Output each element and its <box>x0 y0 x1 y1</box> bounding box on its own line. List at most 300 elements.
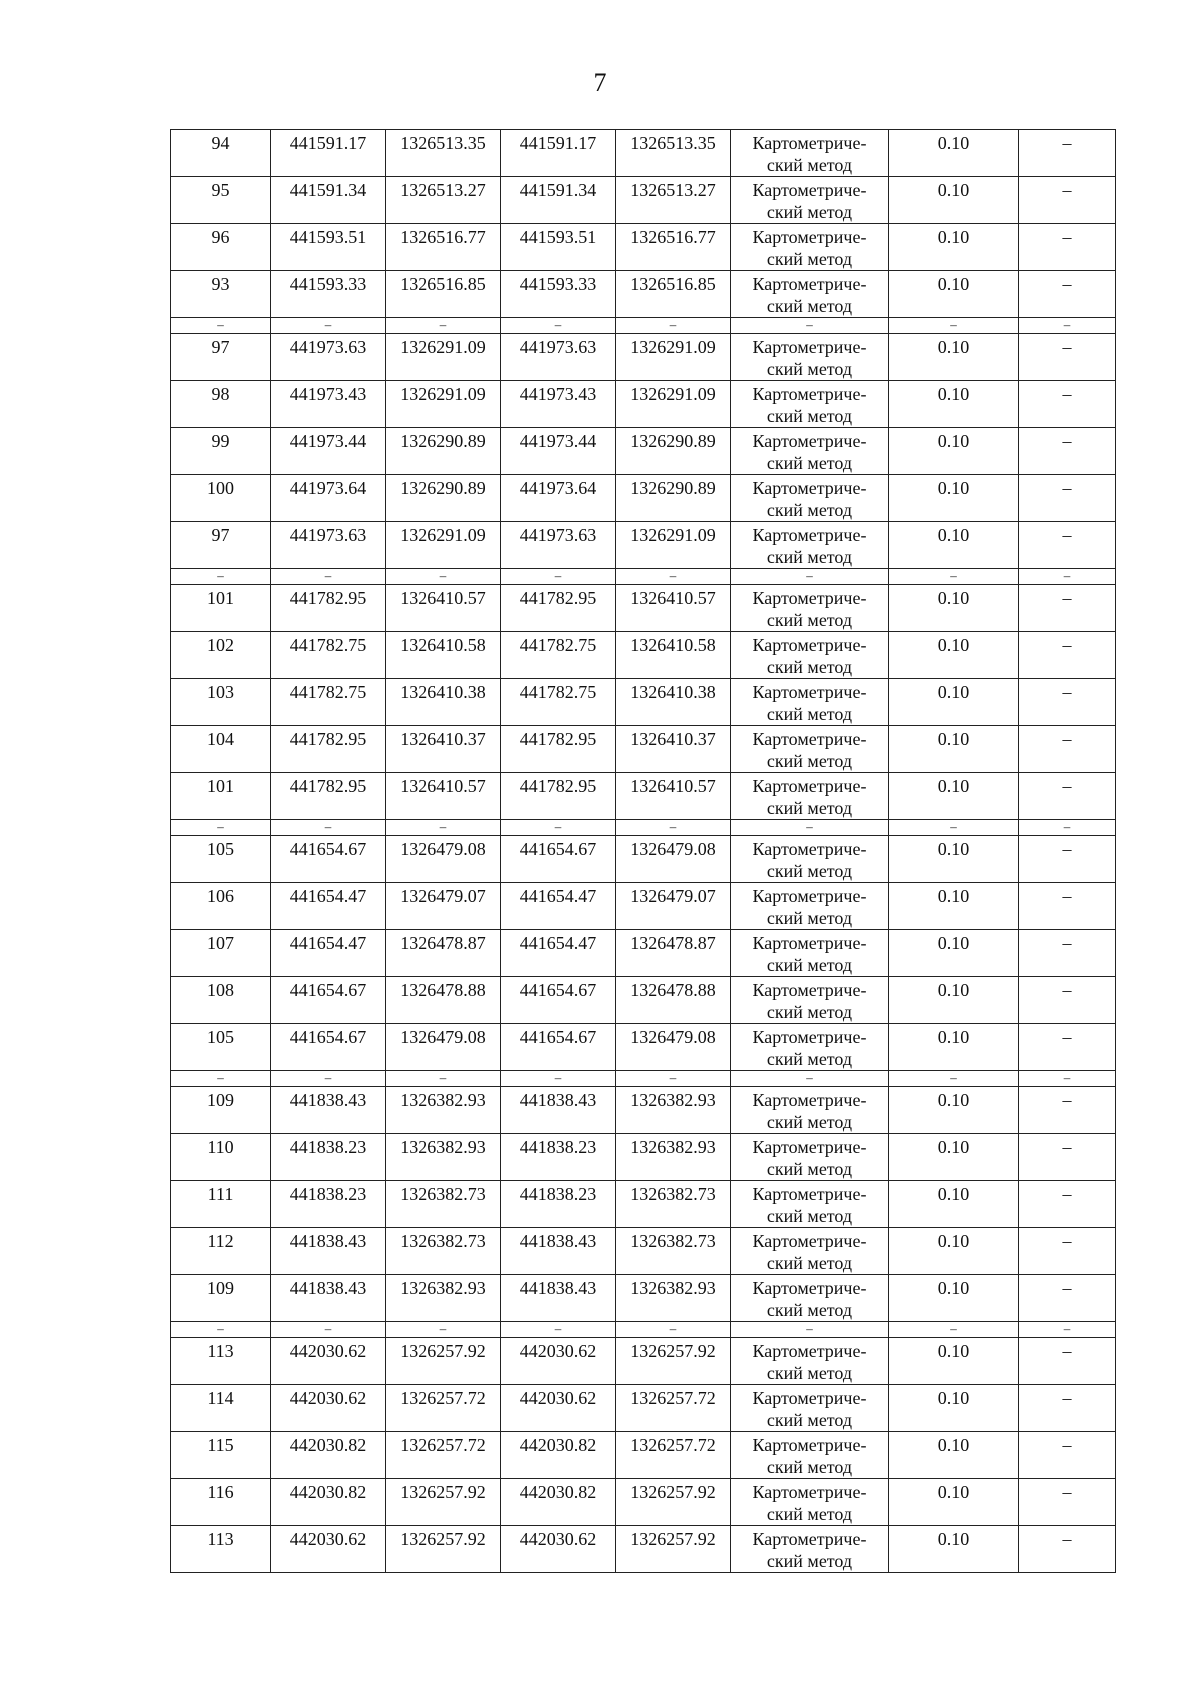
point-number-cell: 113 <box>171 1526 271 1573</box>
table-row <box>171 428 1116 475</box>
new-y-cell: 1326291.09 <box>616 522 731 569</box>
accuracy-cell: 0.10 <box>889 977 1019 1024</box>
separator-dash-cell: – <box>889 820 1019 836</box>
separator-dash-cell: – <box>501 569 616 585</box>
table-row <box>171 522 1116 569</box>
method-line-2: ский метод <box>766 657 853 677</box>
method-line-1: Картометриче- <box>752 635 867 655</box>
table-row <box>171 1338 1116 1385</box>
method-line-2: ский метод <box>766 1049 853 1069</box>
point-number-cell: 115 <box>171 1432 271 1479</box>
method-line-2: ский метод <box>766 202 853 222</box>
separator-dash-cell: – <box>1019 569 1116 585</box>
separator-dash-cell: – <box>616 569 731 585</box>
accuracy-cell: 0.10 <box>889 177 1019 224</box>
accuracy-cell: 0.10 <box>889 381 1019 428</box>
existing-x-cell: 442030.62 <box>271 1526 386 1573</box>
new-y-cell: 1326513.35 <box>616 130 731 177</box>
description-cell: – <box>1019 381 1116 428</box>
new-x-cell: 442030.62 <box>501 1385 616 1432</box>
method-line-2: ский метод <box>766 249 853 269</box>
point-number-cell: 112 <box>171 1228 271 1275</box>
separator-dash-cell: – <box>171 820 271 836</box>
new-y-cell: 1326479.07 <box>616 883 731 930</box>
method-cell <box>731 224 889 271</box>
new-y-cell: 1326290.89 <box>616 428 731 475</box>
new-y-cell: 1326382.73 <box>616 1228 731 1275</box>
new-y-cell: 1326257.72 <box>616 1432 731 1479</box>
table-row <box>171 726 1116 773</box>
existing-x-cell: 441973.63 <box>271 334 386 381</box>
new-x-cell: 441973.43 <box>501 381 616 428</box>
description-cell: – <box>1019 1087 1116 1134</box>
existing-y-cell: 1326257.92 <box>386 1479 501 1526</box>
method-line-1: Картометриче- <box>752 337 867 357</box>
separator-dash-cell: – <box>501 820 616 836</box>
method-cell <box>731 1024 889 1071</box>
method-line-1: Картометриче- <box>752 839 867 859</box>
separator-dash-cell: – <box>616 820 731 836</box>
table-row <box>171 1024 1116 1071</box>
separator-dash-cell: – <box>386 1071 501 1087</box>
description-cell: – <box>1019 930 1116 977</box>
separator-dash-cell: – <box>1019 1071 1116 1087</box>
method-cell <box>731 334 889 381</box>
new-y-cell: 1326478.88 <box>616 977 731 1024</box>
existing-y-cell: 1326257.92 <box>386 1338 501 1385</box>
new-y-cell: 1326513.27 <box>616 177 731 224</box>
accuracy-cell: 0.10 <box>889 1432 1019 1479</box>
method-line-2: ский метод <box>766 798 853 818</box>
description-cell: – <box>1019 224 1116 271</box>
existing-y-cell: 1326291.09 <box>386 334 501 381</box>
method-line-1: Картометриче- <box>752 1137 867 1157</box>
new-y-cell: 1326410.37 <box>616 726 731 773</box>
new-x-cell: 441838.43 <box>501 1275 616 1322</box>
existing-y-cell: 1326382.73 <box>386 1228 501 1275</box>
method-cell <box>731 1385 889 1432</box>
method-line-1: Картометриче- <box>752 980 867 1000</box>
table-row <box>171 1134 1116 1181</box>
method-cell <box>731 773 889 820</box>
method-cell <box>731 977 889 1024</box>
description-cell: – <box>1019 632 1116 679</box>
separator-dash-cell: – <box>386 820 501 836</box>
accuracy-cell: 0.10 <box>889 1134 1019 1181</box>
point-number-cell: 98 <box>171 381 271 428</box>
method-line-2: ский метод <box>766 1159 853 1179</box>
accuracy-cell: 0.10 <box>889 1385 1019 1432</box>
separator-dash-cell: – <box>731 318 889 334</box>
method-cell <box>731 930 889 977</box>
existing-x-cell: 441593.33 <box>271 271 386 318</box>
accuracy-cell: 0.10 <box>889 632 1019 679</box>
method-line-2: ский метод <box>766 155 853 175</box>
existing-x-cell: 441782.75 <box>271 632 386 679</box>
description-cell: – <box>1019 130 1116 177</box>
new-y-cell: 1326290.89 <box>616 475 731 522</box>
method-line-1: Картометриче- <box>752 886 867 906</box>
existing-x-cell: 441591.17 <box>271 130 386 177</box>
point-number-cell: 113 <box>171 1338 271 1385</box>
accuracy-cell: 0.10 <box>889 130 1019 177</box>
description-cell: – <box>1019 428 1116 475</box>
existing-x-cell: 441973.43 <box>271 381 386 428</box>
method-line-1: Картометриче- <box>752 1027 867 1047</box>
new-x-cell: 441654.47 <box>501 883 616 930</box>
method-line-1: Картометриче- <box>752 682 867 702</box>
separator-dash-cell: – <box>171 1071 271 1087</box>
separator-dash-cell: – <box>1019 820 1116 836</box>
point-number-cell: 100 <box>171 475 271 522</box>
separator-dash-cell: – <box>731 1071 889 1087</box>
point-number-cell: 105 <box>171 1024 271 1071</box>
point-number-cell: 105 <box>171 836 271 883</box>
description-cell: – <box>1019 1479 1116 1526</box>
description-cell: – <box>1019 585 1116 632</box>
description-cell: – <box>1019 883 1116 930</box>
separator-dash-cell: – <box>889 569 1019 585</box>
new-y-cell: 1326479.08 <box>616 836 731 883</box>
method-line-2: ский метод <box>766 1002 853 1022</box>
method-line-1: Картометриче- <box>752 180 867 200</box>
table-row <box>171 177 1116 224</box>
table-row <box>171 632 1116 679</box>
new-y-cell: 1326382.93 <box>616 1275 731 1322</box>
method-line-1: Картометриче- <box>752 133 867 153</box>
method-line-2: ский метод <box>766 1457 853 1477</box>
existing-x-cell: 442030.82 <box>271 1479 386 1526</box>
accuracy-cell: 0.10 <box>889 1526 1019 1573</box>
separator-dash-cell: – <box>171 318 271 334</box>
separator-dash-cell: – <box>171 1322 271 1338</box>
method-cell <box>731 1134 889 1181</box>
table-row <box>171 773 1116 820</box>
method-cell <box>731 1181 889 1228</box>
method-line-2: ский метод <box>766 1112 853 1132</box>
new-y-cell: 1326479.08 <box>616 1024 731 1071</box>
point-number-cell: 94 <box>171 130 271 177</box>
existing-x-cell: 441838.43 <box>271 1087 386 1134</box>
new-y-cell: 1326257.72 <box>616 1385 731 1432</box>
existing-x-cell: 441593.51 <box>271 224 386 271</box>
description-cell: – <box>1019 1275 1116 1322</box>
existing-y-cell: 1326478.87 <box>386 930 501 977</box>
separator-dash-cell: – <box>271 569 386 585</box>
method-line-1: Картометриче- <box>752 729 867 749</box>
table-row <box>171 1526 1116 1573</box>
accuracy-cell: 0.10 <box>889 836 1019 883</box>
table-row <box>171 977 1116 1024</box>
table-row <box>171 1275 1116 1322</box>
separator-dash-cell: – <box>501 1322 616 1338</box>
method-line-1: Картометриче- <box>752 431 867 451</box>
point-number-cell: 95 <box>171 177 271 224</box>
method-line-1: Картометриче- <box>752 1231 867 1251</box>
coordinates-table-body <box>171 130 1116 1573</box>
table-row <box>171 1087 1116 1134</box>
point-number-cell: 101 <box>171 773 271 820</box>
description-cell: – <box>1019 1181 1116 1228</box>
point-number-cell: 103 <box>171 679 271 726</box>
method-line-1: Картометриче- <box>752 525 867 545</box>
table-row <box>171 381 1116 428</box>
separator-row <box>171 318 1116 334</box>
description-cell: – <box>1019 1432 1116 1479</box>
accuracy-cell: 0.10 <box>889 334 1019 381</box>
new-x-cell: 442030.82 <box>501 1479 616 1526</box>
existing-x-cell: 441654.47 <box>271 930 386 977</box>
table-row <box>171 130 1116 177</box>
new-y-cell: 1326291.09 <box>616 381 731 428</box>
description-cell: – <box>1019 177 1116 224</box>
page-number: 7 <box>593 68 607 97</box>
table-row <box>171 475 1116 522</box>
new-y-cell: 1326382.73 <box>616 1181 731 1228</box>
method-line-2: ский метод <box>766 704 853 724</box>
point-number-cell: 97 <box>171 522 271 569</box>
new-x-cell: 441782.95 <box>501 726 616 773</box>
method-line-2: ский метод <box>766 1363 853 1383</box>
accuracy-cell: 0.10 <box>889 271 1019 318</box>
separator-dash-cell: – <box>271 1322 386 1338</box>
method-line-2: ский метод <box>766 1551 853 1571</box>
description-cell: – <box>1019 334 1116 381</box>
new-y-cell: 1326382.93 <box>616 1087 731 1134</box>
existing-x-cell: 441654.67 <box>271 836 386 883</box>
separator-dash-cell: – <box>1019 318 1116 334</box>
method-line-1: Картометриче- <box>752 1529 867 1549</box>
point-number-cell: 99 <box>171 428 271 475</box>
separator-dash-cell: – <box>171 569 271 585</box>
table-row <box>171 1479 1116 1526</box>
new-y-cell: 1326410.57 <box>616 773 731 820</box>
new-x-cell: 441782.75 <box>501 679 616 726</box>
new-x-cell: 441838.23 <box>501 1181 616 1228</box>
separator-dash-cell: – <box>889 1322 1019 1338</box>
description-cell: – <box>1019 1526 1116 1573</box>
new-y-cell: 1326382.93 <box>616 1134 731 1181</box>
existing-x-cell: 442030.82 <box>271 1432 386 1479</box>
method-cell <box>731 1228 889 1275</box>
separator-dash-cell: – <box>616 1322 731 1338</box>
accuracy-cell: 0.10 <box>889 930 1019 977</box>
point-number-cell: 110 <box>171 1134 271 1181</box>
existing-x-cell: 441838.43 <box>271 1228 386 1275</box>
point-number-cell: 116 <box>171 1479 271 1526</box>
new-x-cell: 441973.63 <box>501 334 616 381</box>
existing-x-cell: 441838.23 <box>271 1181 386 1228</box>
point-number-cell: 106 <box>171 883 271 930</box>
separator-dash-cell: – <box>271 820 386 836</box>
method-cell <box>731 271 889 318</box>
existing-y-cell: 1326382.93 <box>386 1087 501 1134</box>
new-y-cell: 1326516.77 <box>616 224 731 271</box>
table-row <box>171 271 1116 318</box>
accuracy-cell: 0.10 <box>889 1024 1019 1071</box>
existing-y-cell: 1326257.72 <box>386 1385 501 1432</box>
existing-x-cell: 441973.63 <box>271 522 386 569</box>
new-x-cell: 441654.67 <box>501 1024 616 1071</box>
existing-y-cell: 1326479.08 <box>386 836 501 883</box>
accuracy-cell: 0.10 <box>889 1338 1019 1385</box>
accuracy-cell: 0.10 <box>889 585 1019 632</box>
accuracy-cell: 0.10 <box>889 522 1019 569</box>
separator-dash-cell: – <box>501 1071 616 1087</box>
description-cell: – <box>1019 726 1116 773</box>
method-cell <box>731 585 889 632</box>
table-row <box>171 883 1116 930</box>
point-number-cell: 114 <box>171 1385 271 1432</box>
accuracy-cell: 0.10 <box>889 773 1019 820</box>
method-line-2: ский метод <box>766 861 853 881</box>
point-number-cell: 102 <box>171 632 271 679</box>
separator-dash-cell: – <box>386 569 501 585</box>
accuracy-cell: 0.10 <box>889 428 1019 475</box>
new-y-cell: 1326478.87 <box>616 930 731 977</box>
existing-y-cell: 1326382.73 <box>386 1181 501 1228</box>
method-line-1: Картометриче- <box>752 1090 867 1110</box>
method-line-1: Картометриче- <box>752 933 867 953</box>
separator-dash-cell: – <box>386 1322 501 1338</box>
new-y-cell: 1326410.38 <box>616 679 731 726</box>
method-line-1: Картометриче- <box>752 1482 867 1502</box>
existing-y-cell: 1326257.92 <box>386 1526 501 1573</box>
existing-y-cell: 1326382.93 <box>386 1134 501 1181</box>
table-row <box>171 1181 1116 1228</box>
separator-dash-cell: – <box>271 318 386 334</box>
existing-y-cell: 1326290.89 <box>386 475 501 522</box>
separator-dash-cell: – <box>271 1071 386 1087</box>
existing-x-cell: 441838.23 <box>271 1134 386 1181</box>
table-row <box>171 585 1116 632</box>
separator-dash-cell: – <box>731 1322 889 1338</box>
separator-row <box>171 820 1116 836</box>
accuracy-cell: 0.10 <box>889 679 1019 726</box>
new-x-cell: 442030.62 <box>501 1338 616 1385</box>
new-x-cell: 442030.82 <box>501 1432 616 1479</box>
point-number-cell: 101 <box>171 585 271 632</box>
table-row <box>171 334 1116 381</box>
existing-y-cell: 1326479.07 <box>386 883 501 930</box>
table-row <box>171 1385 1116 1432</box>
accuracy-cell: 0.10 <box>889 1479 1019 1526</box>
method-cell <box>731 1087 889 1134</box>
description-cell: – <box>1019 977 1116 1024</box>
description-cell: – <box>1019 1024 1116 1071</box>
method-cell <box>731 1338 889 1385</box>
existing-y-cell: 1326410.37 <box>386 726 501 773</box>
point-number-cell: 96 <box>171 224 271 271</box>
accuracy-cell: 0.10 <box>889 1275 1019 1322</box>
new-x-cell: 441973.44 <box>501 428 616 475</box>
table-row <box>171 1432 1116 1479</box>
method-line-2: ский метод <box>766 751 853 771</box>
method-cell <box>731 381 889 428</box>
accuracy-cell: 0.10 <box>889 1181 1019 1228</box>
method-line-2: ский метод <box>766 1300 853 1320</box>
point-number-cell: 109 <box>171 1087 271 1134</box>
existing-x-cell: 442030.62 <box>271 1385 386 1432</box>
method-line-2: ский метод <box>766 500 853 520</box>
new-y-cell: 1326516.85 <box>616 271 731 318</box>
existing-y-cell: 1326516.85 <box>386 271 501 318</box>
new-x-cell: 441782.95 <box>501 773 616 820</box>
method-line-2: ский метод <box>766 406 853 426</box>
method-line-1: Картометриче- <box>752 1341 867 1361</box>
new-x-cell: 441782.95 <box>501 585 616 632</box>
separator-dash-cell: – <box>731 569 889 585</box>
method-cell <box>731 836 889 883</box>
separator-dash-cell: – <box>616 318 731 334</box>
existing-x-cell: 441838.43 <box>271 1275 386 1322</box>
existing-y-cell: 1326410.57 <box>386 585 501 632</box>
method-line-2: ский метод <box>766 453 853 473</box>
description-cell: – <box>1019 522 1116 569</box>
method-cell <box>731 428 889 475</box>
point-number-cell: 108 <box>171 977 271 1024</box>
method-cell <box>731 475 889 522</box>
separator-dash-cell: – <box>501 318 616 334</box>
method-line-1: Картометриче- <box>752 1388 867 1408</box>
method-line-2: ский метод <box>766 359 853 379</box>
accuracy-cell: 0.10 <box>889 1228 1019 1275</box>
new-x-cell: 441973.63 <box>501 522 616 569</box>
new-x-cell: 441654.47 <box>501 930 616 977</box>
method-line-2: ский метод <box>766 1206 853 1226</box>
separator-dash-cell: – <box>616 1071 731 1087</box>
point-number-cell: 97 <box>171 334 271 381</box>
method-line-1: Картометриче- <box>752 588 867 608</box>
method-cell <box>731 1526 889 1573</box>
method-line-1: Картометриче- <box>752 1278 867 1298</box>
new-x-cell: 441593.33 <box>501 271 616 318</box>
table-row <box>171 679 1116 726</box>
method-cell <box>731 1432 889 1479</box>
new-y-cell: 1326257.92 <box>616 1526 731 1573</box>
table-row <box>171 1228 1116 1275</box>
method-cell <box>731 726 889 773</box>
description-cell: – <box>1019 475 1116 522</box>
existing-y-cell: 1326513.35 <box>386 130 501 177</box>
table-row <box>171 836 1116 883</box>
new-y-cell: 1326257.92 <box>616 1338 731 1385</box>
separator-dash-cell: – <box>889 1071 1019 1087</box>
method-cell <box>731 679 889 726</box>
existing-x-cell: 441973.44 <box>271 428 386 475</box>
point-number-cell: 111 <box>171 1181 271 1228</box>
description-cell: – <box>1019 1338 1116 1385</box>
existing-y-cell: 1326291.09 <box>386 522 501 569</box>
method-cell <box>731 883 889 930</box>
separator-dash-cell: – <box>386 318 501 334</box>
existing-y-cell: 1326410.57 <box>386 773 501 820</box>
existing-y-cell: 1326382.93 <box>386 1275 501 1322</box>
existing-x-cell: 441782.95 <box>271 585 386 632</box>
description-cell: – <box>1019 1134 1116 1181</box>
existing-y-cell: 1326257.72 <box>386 1432 501 1479</box>
description-cell: – <box>1019 271 1116 318</box>
new-y-cell: 1326410.57 <box>616 585 731 632</box>
method-cell <box>731 632 889 679</box>
accuracy-cell: 0.10 <box>889 1087 1019 1134</box>
method-line-2: ский метод <box>766 610 853 630</box>
existing-y-cell: 1326479.08 <box>386 1024 501 1071</box>
method-line-1: Картометриче- <box>752 478 867 498</box>
method-line-1: Картометриче- <box>752 1435 867 1455</box>
accuracy-cell: 0.10 <box>889 726 1019 773</box>
description-cell: – <box>1019 836 1116 883</box>
